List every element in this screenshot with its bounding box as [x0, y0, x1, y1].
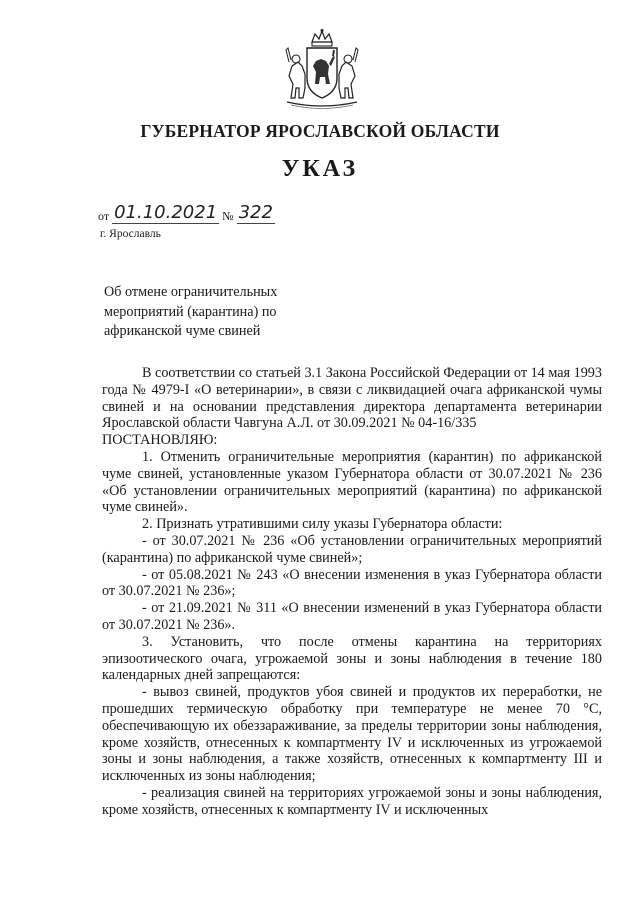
- decree-word: ПОСТАНОВЛЯЮ:: [102, 432, 218, 449]
- number-prefix: №: [222, 209, 234, 223]
- clause-2-item-a: - от 30.07.2021 № 236 «Об установлении ограничительных мероприятий (карантина) по африканской чуме свиней»;: [102, 532, 602, 566]
- issuing-authority: ГУБЕРНАТОР ЯРОСЛАВСКОЙ ОБЛАСТИ: [140, 121, 500, 141]
- clause-2-item-c: - от 21.09.2021 № 311 «О внесении изменений в указ Губернатора области от 30.07.2021 № 236».: [102, 600, 602, 633]
- clause-3: 3. Установить, что после отмены карантина на территориях эпизоотического очага, угрожаемой зоны и зоны наблюдения в течение 180 календарных дней запрещаются:: [102, 633, 602, 684]
- clause-2: 2. Признать утратившими силу указы Губернатора области:: [142, 516, 503, 533]
- date-prefix: от: [98, 209, 110, 223]
- clause-1: 1. Отменить ограничительные мероприятия (карантин) по африканской чуме свиней, установленные указом Губернатора области от 30.07.2021 № 236 «Об установлении ограничительных мероприятий (карантина) по африканской чуме свиней».: [102, 448, 602, 516]
- preamble-paragraph: В соответствии со статьей 3.1 Закона Российской Федерации от 14 мая 1993 года № 4979-I «О ветеринарии», в связи с ликвидацией очага африканской чумы свиней и на основании представления директора департамента ветеринарии Ярославской области Чавгуна А.Л. от 30.09.2021 № 04-16/335: [102, 365, 602, 432]
- yaroslavl-coat-of-arms-icon: [283, 28, 361, 110]
- date-handwritten: 01.10.2021: [114, 202, 218, 223]
- date-number-line: [98, 203, 275, 227]
- place-of-issue: г. Ярославль: [100, 228, 161, 240]
- clause-2-item-b: - от 05.08.2021 № 243 «О внесении изменения в указ Губернатора области от 30.07.2021 № 236»;: [102, 566, 602, 600]
- clause-3-item-b: - реализация свиней на территориях угрожаемой зоны и зоны наблюдения, кроме хозяйств, отнесенных к компартменту IV и исключенных: [102, 784, 602, 818]
- clause-3-item-a: - вывоз свиней, продуктов убоя свиней и продуктов их переработки, не прошедших термическую обработку при температуре не менее 70 °С, обеспечивающую их обеззараживание, за пределы территории зоны наблюдения, кроме хозяйств, отнесенных к компартменту IV и исключенных из угрожаемой зоны и зоны наблюдения, а также хозяйств, отнесенных к компартменту III и исключенных из зоны наблюдения;: [102, 684, 602, 785]
- number-handwritten: 322: [238, 202, 273, 223]
- document-type-title: УКАЗ: [281, 156, 359, 182]
- decree-body: [102, 365, 602, 819]
- decree-subject: Об отмене ограничительных мероприятий (карантина) по африканской чуме свиней: [104, 284, 278, 339]
